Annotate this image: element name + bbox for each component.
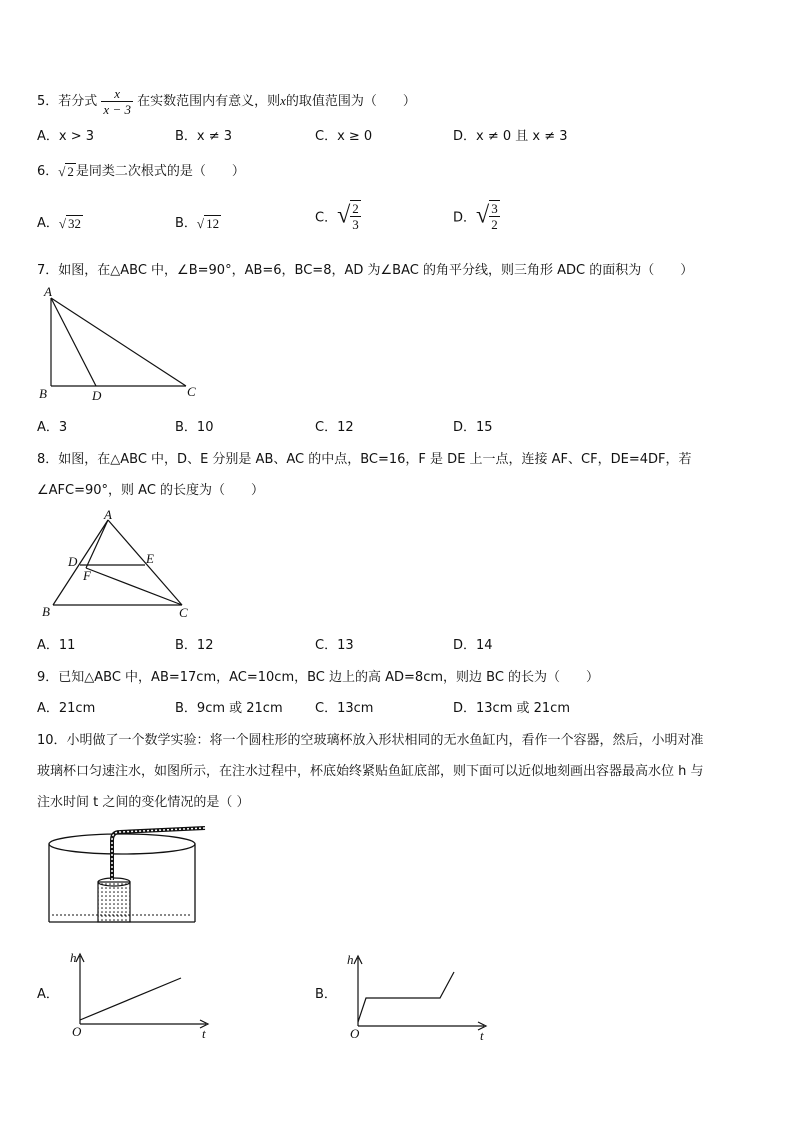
q6-option-c-letter: C． — [315, 210, 338, 226]
q10-option-a-label: A． — [37, 987, 59, 1002]
q7-label-d: D — [92, 388, 102, 403]
q7-option-d: D．15 — [453, 420, 493, 435]
q5-var: x — [280, 93, 286, 108]
graph-b-label-o: O — [350, 1026, 360, 1040]
q9-option-a: A．21cm — [37, 701, 96, 716]
q8-label-e: E — [146, 551, 154, 566]
q8-side-ab — [53, 520, 108, 605]
graph-b-label-t: t — [480, 1028, 484, 1040]
q6-option-d-sqrt: √ $\frac{3}{2}$ — [476, 201, 498, 232]
q6-stem-suffix: 是同类二次根式的是（ ） — [75, 164, 245, 179]
q7-side-ac — [51, 298, 186, 386]
q7-option-a: A．3 — [37, 420, 68, 435]
q6-option-b — [175, 212, 221, 232]
tank-rim — [49, 834, 195, 854]
q10-option-b-label: B． — [315, 987, 337, 1002]
q6-option-a-sqrt: √ 32 — [58, 216, 82, 231]
q8-label-f: F — [83, 568, 91, 583]
q8-label-d: D — [68, 554, 78, 569]
q7-figure — [36, 284, 206, 404]
graph-a-label-t: t — [202, 1026, 206, 1038]
q6-option-b-radicand: 12 — [206, 216, 220, 231]
q5-stem — [37, 86, 416, 117]
q10-stem-line3: 注水时间 t 之间的变化情况的是（ ） — [37, 795, 250, 810]
q7-bisector-ad — [51, 298, 96, 386]
q6-option-b-sqrt: √ 12 — [196, 216, 220, 231]
q5-option-d: D．x ≠ 0 且 x ≠ 3 — [453, 129, 568, 144]
q8-option-a: A．11 — [37, 638, 76, 653]
q7-option-c: C．12 — [315, 420, 354, 435]
q6-option-c — [315, 200, 361, 232]
q8-label-c: C — [179, 605, 188, 620]
q8-label-a: A — [104, 510, 112, 522]
q6-option-b-letter: B． — [175, 216, 197, 231]
q7-option-b: B．10 — [175, 420, 214, 435]
graph-b-line — [358, 972, 454, 1022]
q6-option-d-letter: D． — [453, 210, 477, 226]
graph-a-label-o: O — [72, 1024, 82, 1038]
q5-frac-den: x − 3 — [103, 102, 131, 117]
q5-option-b: B．x ≠ 3 — [175, 129, 233, 144]
q9-stem: 9．已知△ABC 中，AB=17cm，AC=10cm，BC 边上的高 AD=8cm，则边 BC 的长为（ ） — [37, 670, 600, 685]
q7-label-b: B — [39, 386, 47, 401]
q10-graph-b — [344, 950, 494, 1040]
q6-option-a-letter: A． — [37, 216, 59, 231]
q5-option-c: C．x ≥ 0 — [315, 129, 373, 144]
q8-segment-fc — [86, 568, 182, 605]
q5-stem-end: 的取值范围为（ ） — [285, 94, 416, 109]
q5-option-a: A．x > 3 — [37, 129, 95, 144]
q8-option-b: B．12 — [175, 638, 214, 653]
graph-a-label-h: h — [70, 950, 77, 965]
q8-option-d: D．14 — [453, 638, 493, 653]
graph-b-label-h: h — [347, 952, 354, 967]
q8-figure — [38, 510, 198, 622]
q6-stem-prefix: 6． — [37, 164, 59, 179]
q5-frac-num: x — [101, 86, 133, 102]
q8-stem-line1: 8．如图，在△ABC 中，D、E 分别是 AB、AC 的中点，BC=16，F 是 DE 上一点，连接 AF、CF，DE=4DF，若 — [37, 452, 692, 467]
q6-option-c-den: 3 — [352, 217, 359, 232]
q6-sqrt: √ 2 — [58, 164, 74, 179]
q6-option-c-num: 2 — [352, 201, 359, 216]
q8-segment-af — [86, 520, 108, 568]
q6-option-d-num: 3 — [491, 201, 498, 216]
q6-stem — [37, 160, 245, 180]
q6-option-a — [37, 212, 83, 232]
q6-option-d-den: 2 — [491, 217, 498, 232]
q9-option-c: C．13cm — [315, 701, 374, 716]
glass-body — [98, 882, 130, 922]
q8-side-ac — [108, 520, 182, 605]
q8-stem-line2: ∠AFC=90°，则 AC 的长度为（ ） — [37, 483, 265, 498]
q7-stem: 7．如图，在△ABC 中，∠B=90°，AB=6，BC=8，AD 为∠BAC 的角平分线，则三角形 ADC 的面积为（ ） — [37, 263, 694, 278]
q10-stem-line1: 10．小明做了一个数学实验：将一个圆柱形的空玻璃杯放入形状相同的无水鱼缸内，看作一个容器，然后，小明对准 — [37, 733, 704, 748]
q8-option-c: C．13 — [315, 638, 354, 653]
q9-option-b: B．9cm 或 21cm — [175, 701, 283, 716]
q7-label-c: C — [187, 384, 196, 399]
q6-option-a-radicand: 32 — [68, 216, 82, 231]
q7-label-a: A — [44, 284, 52, 299]
q5-fraction — [101, 86, 133, 117]
q6-option-c-sqrt: √ $\frac{2}{3}$ — [337, 201, 359, 232]
q10-graph-a — [66, 948, 216, 1038]
q5-stem-prefix: 5．若分式 — [37, 94, 98, 109]
q10-aquarium-figure — [40, 822, 210, 932]
graph-a-line — [80, 978, 181, 1020]
q10-stem-line2: 玻璃杯口匀速注水，如图所示，在注水过程中，杯底始终紧贴鱼缸底部，则下面可以近似地刻画出容器最高水位 h 与 — [37, 764, 704, 779]
q6-radicand: 2 — [67, 164, 74, 179]
q8-label-b: B — [42, 604, 50, 619]
q6-option-d — [453, 200, 500, 232]
q9-option-d: D．13cm 或 21cm — [453, 701, 570, 716]
q5-stem-suffix: 在实数范围内有意义，则 — [137, 94, 281, 109]
